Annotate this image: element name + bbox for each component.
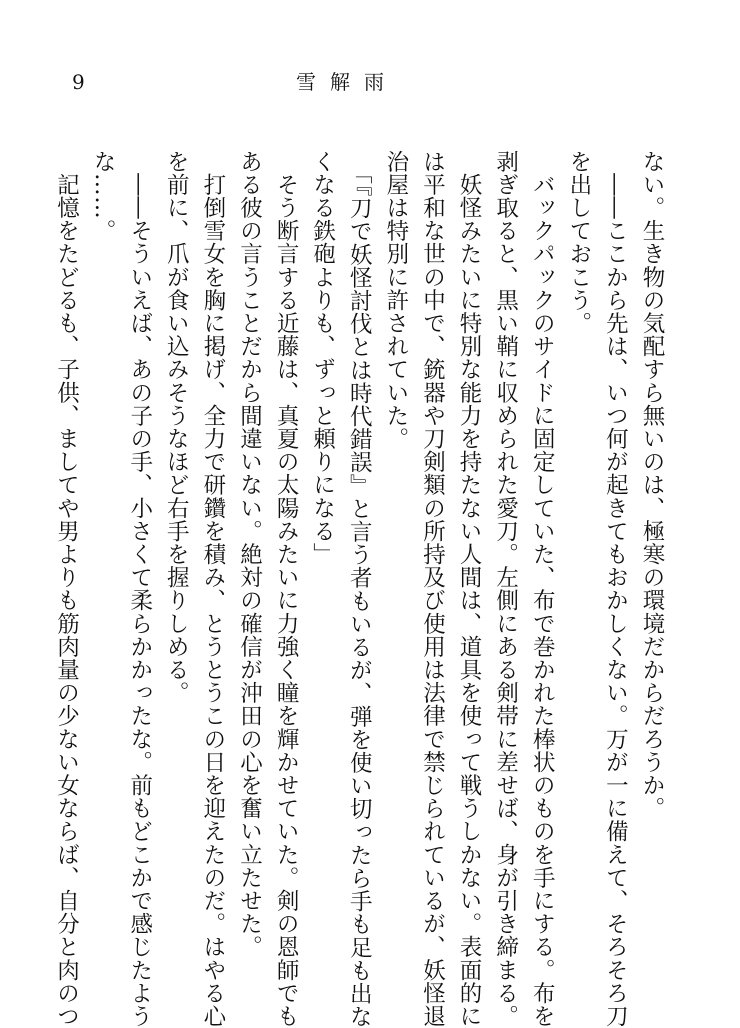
- text-line: バックパックのサイドに固定していた、布で巻かれた棒状のものを手にする。布を: [529, 150, 556, 1028]
- text-line: 記憶をたどるも、子供、ましてや男よりも筋肉量の少ない女ならば、自分と肉のつ: [53, 150, 80, 1028]
- text-line: 「『刀で妖怪討伐とは時代錯誤』と言う者もいるが、弾を使い切ったら手も足も出な: [346, 150, 373, 1028]
- text-line: 打倒雪女を胸に掲げ、全力で研鑽を積み、とうとうこの日を迎えたのだ。はやる心: [199, 150, 226, 1028]
- text-line: そう断言する近藤は、真夏の太陽みたいに力強く瞳を輝かせていた。剣の恩師でも: [273, 150, 300, 1028]
- text-line: ない。生き物の気配すら無いのは、極寒の環境だからだろうか。: [639, 150, 665, 820]
- text-line: 治屋は特別に許されていた。: [382, 150, 409, 451]
- running-title: 雪解雨: [296, 70, 398, 94]
- text-line: を出しておこう。: [565, 150, 592, 335]
- text-line: は平和な世の中で、銃器や刀剣類の所持及び使用は法律で禁じられているが、妖怪退: [419, 150, 446, 1028]
- vertical-body-text: [53, 150, 670, 1028]
- text-line: な……。: [90, 150, 117, 243]
- text-line: ――そういえば、あの子の手、小さくて柔らかかったな。前もどこかで感じたよう: [126, 150, 153, 1028]
- text-line: ――ここから先は、いつ何が起きてもおかしくない。万が一に備えて、そろそろ刀: [602, 150, 629, 1028]
- text-line: くなる鉄砲よりも、ずっと頼りになる」: [309, 150, 336, 566]
- text-line: 剥ぎ取ると、黒い鞘に収められた愛刀。左側にある剣帯に差せば、身が引き締まる。: [492, 150, 519, 1028]
- text-line: 妖怪みたいに特別な能力を持たない人間は、道具を使って戦うしかない。表面的に: [456, 150, 483, 1028]
- text-line: を前に、爪が食い込みそうなほど右手を握りしめる。: [163, 150, 190, 705]
- text-line: ある彼の言うことだから間違いない。絶対の確信が沖田の心を奮い立たせた。: [236, 150, 263, 959]
- page-number: 9: [72, 70, 85, 94]
